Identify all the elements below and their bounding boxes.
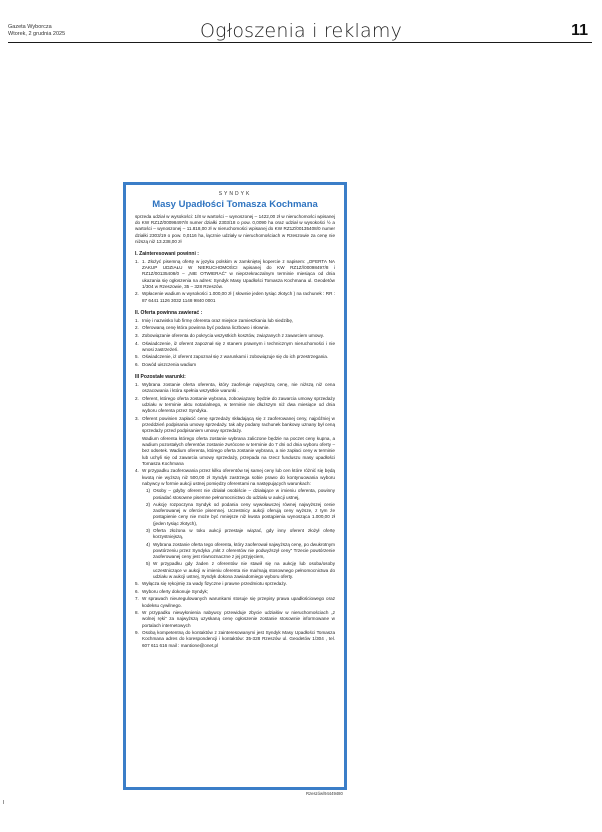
publication-date: Wtorek, 2 grudnia 2025	[8, 30, 66, 37]
sub-item: 3) Oferta złożona w toku aukcji przestaje wiązać, gdy inny oferent złożył ofertę korzystniejszą,	[146, 528, 335, 540]
list-paragraph: Wadium oferenta którego oferta zostanie wybrana zaliczone będzie na poczet ceny kupna, a wadium pozostałych oferentów zostanie zwrócone w terminie do 7 dni od dnia wyboru oferty – bez odsetek. Wadium oferenta, którego oferta zostanie wybrana, a nie zapłaci ceny w terminie lub uchyli się od zawarcia umowy sprzedaży, przepada na rzecz funduszu masy upadłości Tomasza Kochmana	[142, 436, 335, 466]
page-number: 11	[571, 22, 588, 39]
list-item: 2. Oferowaną cenę która powinna być podana liczbowo i słownie.	[135, 325, 270, 331]
list-item: 8. W przypadku niewyłonienia nabywcy przewiduje zbycie udziałów w nieruchomościach „z wolnej ręki” za najwyższą uzyskaną cenę ogłoszenie zostanie stosownie informowane w portalach internetowych	[135, 610, 335, 628]
list-item: 5. Oświadczenie, iż oferent zapoznał się z warunkami i zobowiązuje się do ich przestrzegania.	[135, 354, 329, 360]
list-item: 5. Wyłącza się rękojmię za wady fizyczne i prawne przedmiotu sprzedaży.	[135, 581, 287, 587]
list-item: 2. Wpłacenie wadium w wysokości 1.000,00 zł ( słownie jeden tysiąc złotych ) na rachunek : RR : 87 6441 1126 3032 1148 9840 0001	[135, 291, 335, 303]
list-item: 1. Wybrana zostanie oferta oferenta, który zaoferuje najwyższą cenę, nie niższą niż cena oszacowania i która spełnia wszystkie warunki .	[135, 382, 335, 394]
list-item: 1. Imię i nazwisko lub firmę oferenta oraz miejsce zamieszkania lub siedzibę,	[135, 317, 294, 323]
list-item: 6. Dowód uiszczenia wadium	[135, 362, 197, 367]
margin-mark	[3, 800, 4, 804]
section-3-title: III Pozostałe warunki:	[135, 374, 186, 381]
sub-item: 4) Wybrana zostanie oferta tego oferenta, który zaoferował najwyższą cenę, po dwukrotnym powtórzeniu przez Syndyka „mkt z oferentów nie podwyższył ceny” Trzecie powtórzenie zaoferowanej ceny jest równoznaczne z jej przyjęciem,	[146, 541, 335, 559]
sub-item: 2) Aukcję rozpoczyna Syndyk od podania ceny wywoławczej równej najwyższej cenie zaoferowanej w ofercie pisemnej. Uczestnicy aukcji oferują ceny wyższe, z tym że postąpienie ceny nie może być mniejsze niż kwota postąpienia wynosząca 1.000,00 zł (jeden tysiąc złotych),	[146, 502, 335, 526]
notice-intro: sprzeda udział w wysokości: 1/8 w wartości – wynoszonej – 1422,00 zł w nieruchomości wpisanej do KW RZ1Z/00098497/8 numer działki 2303/18 o pow. 0,0090 ha oraz udział w wysokości ½ a wartości – wynoszonej – 11.818,00 zł w nieruchomości wpisanej do KW RZ1Z/00135408/0 numer działki 2303/19 o pow. 0,0116 ha, łącznie udziały w nieruchomościach w Rzeszowie za cenę nie niższą niż 13.238,00 zł	[135, 214, 335, 244]
header-rule	[8, 42, 592, 43]
list-item: 4. Oświadczenie, iż oferent zapoznał się z stanem prawnym i technicznym nieruchomości i nie wnosi zastrzeżeń.	[135, 340, 335, 352]
sub-item: 1) Osoby – gdyby oferent nie działał osobiście – działające w imieniu oferenta, powinny posiadać stosowne pisemne pełnomocnictwo do udziału w aukcji ustnej,	[146, 488, 335, 500]
section-1-title: I. Zainteresowani powinni :	[135, 251, 199, 258]
notice-title: Masy Upadłości Tomasza Kochmana	[152, 199, 318, 210]
notice-reference: Rzeszów/94449480	[306, 791, 343, 796]
list-item: 6. Wyboru oferty dokonuje Syndyk;	[135, 588, 209, 594]
bankruptcy-notice	[123, 182, 347, 790]
list-item: 9. Osobą kompetentną do kontaktów z zainteresowanymi jest Syndyk Masy Upadłości Tomasza Kochmana adres do korespondencji i kontaktów: 35-328 Rzeszów ul. Geodetów 1/304 , tel. 607 611 616 mail : mantione@onet.pl	[135, 630, 335, 648]
section-title: Ogłoszenia i reklamy	[199, 20, 403, 42]
page-header	[0, 0, 602, 44]
list-item: 4. W przypadku zaoferowania przez kilku oferentów tej samej ceny lub cen które różnić się będą kwotą nie wyższą niż 500,00 zł Syndyk zastrzega sobie prawo do kontynuowania wyboru nabywcy w formie aukcji ustnej pomiędzy oferentami na następujących warunkach:	[135, 468, 335, 486]
list-item: 3. Oferent powinien zapłacić cenę sprzedaży składającą się z zaoferowanej ceny, najpóźniej w przeddzień podpisania umowy sprzedaży. tak aby podany rachunek bankowy uznany był ceną sprzedaży przed podpisaniem umowy sprzedaży.	[135, 416, 335, 434]
list-item: 2. Oferent, którego oferta zostanie wybrana, zobowiązany będzie do zawarcia umowy sprzedaży udziału w terminie aktu notarialnego, w terminie nie dłuższym niż dwa miesiące od dnia wyboru oferenta przez Syndyka.	[135, 396, 335, 414]
sub-item: 5) W przypadku gdy żaden z oferentów nie stawił się na aukcję lub osoba/osoby uczestniczące w aukcji w imieniu oferenta nie ma/mają stosownego pełnomocnictwa do udziału w aukcji ustnej, Syndyk dokona zawiadomiego wyboru oferty.	[146, 561, 335, 579]
list-item: 1. 1. Złożyć pisemną ofertę w języku polskim w zamkniętej kopercie z napisem: „OFERTA NA ZAKUP UDZIAŁU W NIERUCHOMOŚCI wpisanej do KW RZ1Z//00098497/8 i RZ1Z/00135408/0 – „NIE OTWIERAĆ” w nieprzekraczalnym terminie miesiąca od dnia ukazania się ogłoszenia na adres: Syndyk Masy Upadłości Tomasza Kochmana ul. Geodetów 1/304 w Rzeszowie, 35 – 328 Rzeszów.	[135, 259, 335, 289]
publication-name: Gazeta Wyborcza	[8, 24, 52, 30]
list-item: 7. W sprawach nieuregulowanych warunkami stosuje się przepisy prawa upadłościowego oraz kodeksu cywilnego.	[135, 596, 335, 608]
notice-kicker: SYNDYK	[218, 191, 252, 197]
list-item: 3. Zobowiązanie oferenta do pokrycia wszystkich kosztów, związanych z zawarciem umowy.	[135, 333, 324, 339]
section-2-title: II. Oferta powinna zawierać :	[135, 309, 203, 316]
